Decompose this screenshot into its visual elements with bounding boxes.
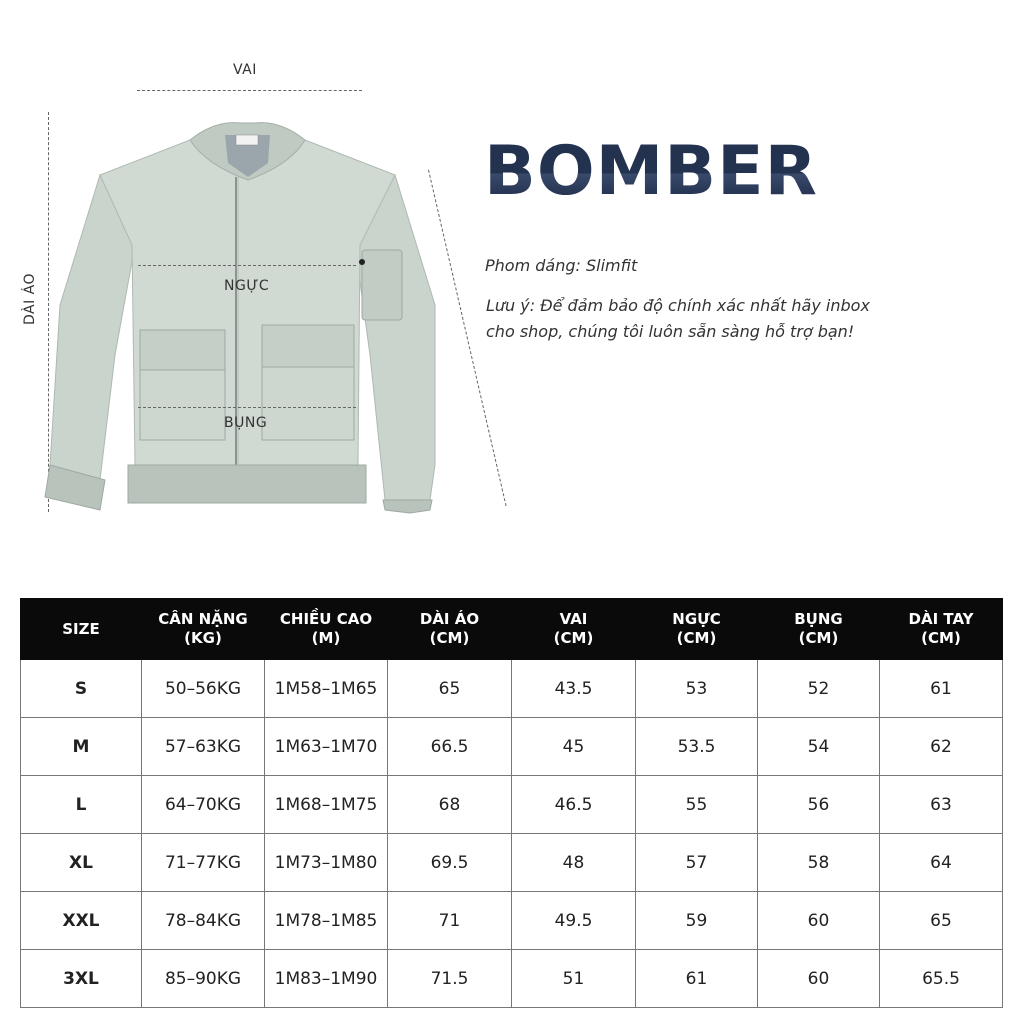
chest-dashed-line xyxy=(138,265,356,266)
table-row xyxy=(21,776,1003,834)
size-cell: L xyxy=(21,776,142,834)
table-cell: 53 xyxy=(636,660,758,718)
product-title: BOMBER xyxy=(484,132,818,211)
table-row xyxy=(21,718,1003,776)
table-header-row xyxy=(21,599,1003,660)
column-header-line2: (CM) xyxy=(553,629,594,647)
size-cell: M xyxy=(21,718,142,776)
column-header-line1: CÂN NẶNG xyxy=(158,610,248,629)
column-header xyxy=(758,599,880,660)
size-cell: XXL xyxy=(21,892,142,950)
table-cell: 60 xyxy=(758,950,880,1008)
table-cell: 57–63KG xyxy=(142,718,265,776)
length-label: DÀI ÁO xyxy=(22,273,38,326)
shoulder-dashed-line xyxy=(137,90,362,91)
column-header-line2: (M) xyxy=(311,629,341,647)
column-header-line2: (CM) xyxy=(921,629,961,647)
table-cell: 66.5 xyxy=(388,718,512,776)
table-cell: 61 xyxy=(636,950,758,1008)
column-header-line2: (KG) xyxy=(184,629,222,647)
table-cell: 52 xyxy=(758,660,880,718)
table-row xyxy=(21,950,1003,1008)
table-cell: 69.5 xyxy=(388,834,512,892)
table-body xyxy=(21,660,1003,1008)
column-header-line1: NGỰC xyxy=(672,610,721,629)
bomber-jacket-illustration xyxy=(40,105,480,525)
table-cell: 55 xyxy=(636,776,758,834)
table-cell: 61 xyxy=(880,660,1003,718)
column-header xyxy=(880,599,1003,660)
chest-label: NGỰC xyxy=(224,278,270,294)
column-header-line1: DÀI ÁO xyxy=(419,610,480,629)
advice-line-1: Lưu ý: Để đảm bảo độ chính xác nhất hãy inbox xyxy=(486,296,870,315)
size-cell: XL xyxy=(21,834,142,892)
table-cell: 64–70KG xyxy=(142,776,265,834)
table-cell: 54 xyxy=(758,718,880,776)
table-row xyxy=(21,892,1003,950)
table-cell: 1M63–1M70 xyxy=(265,718,388,776)
table-cell: 1M58–1M65 xyxy=(265,660,388,718)
column-header-line2: (CM) xyxy=(429,629,470,647)
table-cell: 85–90KG xyxy=(142,950,265,1008)
table-cell: 1M83–1M90 xyxy=(265,950,388,1008)
column-header xyxy=(512,599,636,660)
table-cell: 57 xyxy=(636,834,758,892)
column-header-line1: VAI xyxy=(559,610,588,629)
column-header xyxy=(388,599,512,660)
table-cell: 71 xyxy=(388,892,512,950)
table-cell: 62 xyxy=(880,718,1003,776)
table-cell: 46.5 xyxy=(512,776,636,834)
table-row xyxy=(21,834,1003,892)
size-cell: S xyxy=(21,660,142,718)
column-header xyxy=(21,599,142,660)
column-header-line1: BỤNG xyxy=(794,610,843,629)
table-row xyxy=(21,660,1003,718)
table-cell: 65 xyxy=(880,892,1003,950)
table-cell: 60 xyxy=(758,892,880,950)
column-header-line2: (CM) xyxy=(798,629,839,647)
advice-line-2: cho shop, chúng tôi luôn sẵn sàng hỗ trợ bạn! xyxy=(486,322,855,341)
table-cell: 49.5 xyxy=(512,892,636,950)
fit-note: Phom dáng: Slimfit xyxy=(485,256,638,275)
waist-label: BỤNG xyxy=(224,415,268,431)
table-cell: 68 xyxy=(388,776,512,834)
table-cell: 65.5 xyxy=(880,950,1003,1008)
table-cell: 1M73–1M80 xyxy=(265,834,388,892)
waist-dashed-line xyxy=(138,407,356,408)
column-header-line1: DÀI TAY xyxy=(908,610,974,629)
table-cell: 58 xyxy=(758,834,880,892)
size-cell: 3XL xyxy=(21,950,142,1008)
table-cell: 59 xyxy=(636,892,758,950)
column-header xyxy=(265,599,388,660)
table-cell: 45 xyxy=(512,718,636,776)
column-header-line1: SIZE xyxy=(62,619,100,638)
table-cell: 63 xyxy=(880,776,1003,834)
table-cell: 64 xyxy=(880,834,1003,892)
column-header-line1: CHIỀU CAO xyxy=(279,610,373,629)
table-cell: 71.5 xyxy=(388,950,512,1008)
table-cell: 65 xyxy=(388,660,512,718)
table-cell: 56 xyxy=(758,776,880,834)
shoulder-label: VAI xyxy=(233,62,257,78)
table-cell: 1M68–1M75 xyxy=(265,776,388,834)
table-cell: 71–77KG xyxy=(142,834,265,892)
column-header xyxy=(636,599,758,660)
column-header xyxy=(142,599,265,660)
table-cell: 51 xyxy=(512,950,636,1008)
column-header-line2: (CM) xyxy=(676,629,717,647)
table-cell: 78–84KG xyxy=(142,892,265,950)
table-cell: 50–56KG xyxy=(142,660,265,718)
table-cell: 43.5 xyxy=(512,660,636,718)
table-cell: 1M78–1M85 xyxy=(265,892,388,950)
table-cell: 48 xyxy=(512,834,636,892)
table-cell: 53.5 xyxy=(636,718,758,776)
size-chart-table xyxy=(20,598,1003,1008)
